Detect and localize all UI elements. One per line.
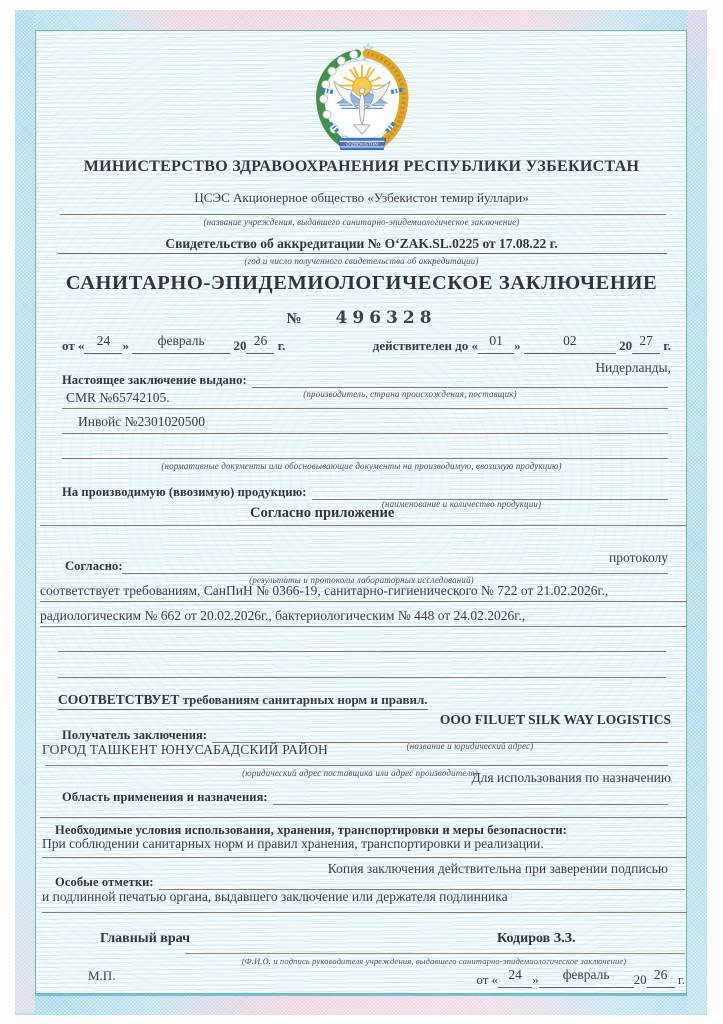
border-band-top: [15, 10, 707, 30]
issuing-organization: ЦСЭС Акционерное общество «Узбекистон темир йуллари»: [194, 190, 529, 205]
products-value: Согласно приложение: [250, 505, 395, 521]
document-title: САНИТАРНО-ЭПИДЕМИОЛОГИЧЕСКОЕ ЗАКЛЮЧЕНИЕ: [65, 272, 658, 294]
products-row: [62, 484, 668, 500]
century: 20: [619, 338, 633, 353]
quote: »: [532, 972, 539, 987]
producer-caption: (производитель, страна происхождения, поставщик): [303, 389, 517, 399]
sign-month: февраль: [562, 967, 610, 982]
rule-line: [62, 433, 668, 434]
conditions-value: При соблюдении санитарных норм и правил хранения, транспортировки и реализации.: [42, 836, 544, 851]
rule-line: [62, 408, 668, 409]
signature-caption: (Ф.И.О. и подпись руководителя учреждения, выдавшего санитарно-эпидемиологическое заключение): [241, 956, 627, 966]
rule-line: [40, 817, 687, 818]
sign-year: 26: [653, 967, 668, 982]
rule-line: [42, 912, 687, 913]
rule-line: [60, 214, 666, 215]
uzbekistan-emblem: [300, 40, 424, 163]
from-label: от «: [476, 972, 499, 987]
century: 20: [633, 972, 647, 987]
recipient-label: Получатель заключения:: [62, 728, 208, 742]
usage-note: Для использования по назначению: [471, 770, 671, 785]
rule-line: [122, 573, 668, 574]
signer-name: Кодиров З.З.: [497, 931, 576, 946]
scope-row: [62, 789, 668, 805]
special-marks-label: Особые отметки:: [55, 875, 154, 889]
year-suffix: г.: [677, 972, 685, 987]
invoice-value: Инвойс №2301020500: [78, 414, 205, 429]
products-caption: (наименование и количество продукции): [381, 499, 542, 509]
rule-line: [62, 458, 668, 459]
special-marks-row: [55, 874, 685, 890]
rule-line: [40, 626, 687, 627]
accreditation-line: Свидетельство об аккредитации № O‘ZAK.SL.0225 от 17.08.22 г.: [165, 236, 558, 251]
supplier-caption: (юридический адрес поставщика или адрес производителя): [242, 768, 478, 778]
banner-text: O‘ZBEKISTON: [346, 142, 378, 148]
recipient-caption: (название и юридический адрес): [406, 741, 534, 751]
year-suffix: г.: [277, 338, 286, 353]
conforms-statement: [58, 691, 428, 709]
valid-year: 27: [639, 333, 653, 348]
rule-line: [58, 677, 666, 678]
rule-line: [40, 601, 687, 602]
issue-date-group: [62, 333, 286, 354]
conforms-rest: требованиям санитарных норм и правил.: [179, 692, 428, 707]
valid-label: действителен до «: [372, 338, 479, 353]
normative-caption: (нормативные документы или обосновывающие документы на производимую, ввозимую продукцию): [161, 461, 562, 471]
rule-line: [185, 953, 685, 954]
cmr-value: CMR №65742105.: [66, 390, 170, 405]
conforms-bold: СООТВЕТСТВУЕТ: [58, 692, 180, 707]
issue-day: 24: [96, 333, 111, 348]
stamp-place: М.П.: [88, 968, 116, 983]
document-number: 496328: [335, 308, 437, 328]
valid-day: 01: [489, 333, 503, 348]
conditions-label: Необходимые условия использования, хранения, транспортировки и меры безопасности:: [55, 823, 567, 837]
issued-to-row: [62, 372, 668, 388]
copy-validity-note-1: Копия заключения действительна при заверении подписью: [327, 861, 668, 876]
valid-month: 02: [563, 333, 577, 348]
rule-line: [58, 651, 666, 652]
border-band-bottom: [15, 994, 707, 1015]
rule-line: [40, 525, 687, 526]
number-sign: №: [286, 311, 302, 327]
sign-day: 24: [508, 967, 522, 982]
from-label: от «: [62, 338, 85, 353]
rule-line: [45, 765, 668, 766]
issue-year: 26: [253, 333, 268, 348]
products-label: На производимую (ввозимую) продукцию:: [62, 485, 307, 499]
requirements-line2: радиологическим № 662 от 20.02.2026г., бактериологическим № 448 от 24.02.2026г.,: [40, 608, 526, 623]
scope-label: Область применения и назначения:: [62, 790, 268, 804]
recipient-address: ГОРОД ТАШКЕНТ ЮНУСАБАДСКИЙ РАЙОН: [42, 742, 328, 757]
document-number-row: [0, 308, 723, 328]
quote: »: [514, 338, 521, 353]
banner-ribbon: [338, 138, 386, 149]
quote: »: [122, 338, 129, 353]
protocols-caption: (результаты и протоколы лабораторных исследований): [249, 575, 474, 585]
century: 20: [233, 338, 247, 353]
requirements-line1: соответствует требованиям, СанПиН № 0366-19, санитарно-гигиенического № 722 от 21.02.2026г.,: [40, 583, 609, 598]
according-label: Согласно:: [65, 559, 123, 573]
ministry-title: МИНИСТЕРСТВО ЗДРАВООХРАНЕНИЯ РЕСПУБЛИКИ УЗБЕКИСТАН: [83, 158, 640, 175]
signature-date-group: [476, 967, 685, 988]
protocol-value: протоколу: [609, 550, 668, 565]
country-value: Нидерланды,: [595, 360, 671, 375]
rule-line: [42, 857, 687, 858]
valid-until-group: [372, 333, 671, 354]
issued-to-label: Настоящее заключение выдано:: [62, 373, 247, 387]
year-suffix: г.: [663, 338, 671, 353]
chief-doctor-title: Главный врач: [100, 931, 190, 946]
issue-month: февраль: [157, 333, 205, 348]
recipient-company: ООО FILUET SILK WAY LOGISTICS: [439, 712, 671, 727]
copy-validity-note-2: и подлинной печатью органа, выдавшего заключение или держателя подлинника: [42, 889, 508, 904]
rule-line: [58, 253, 667, 254]
accreditation-caption: (год и число полученного свидетельства об аккредитации): [244, 256, 479, 266]
issuer-caption: (название учреждения, выдавшего санитарно-эпидемиологическое заключение): [203, 217, 520, 227]
